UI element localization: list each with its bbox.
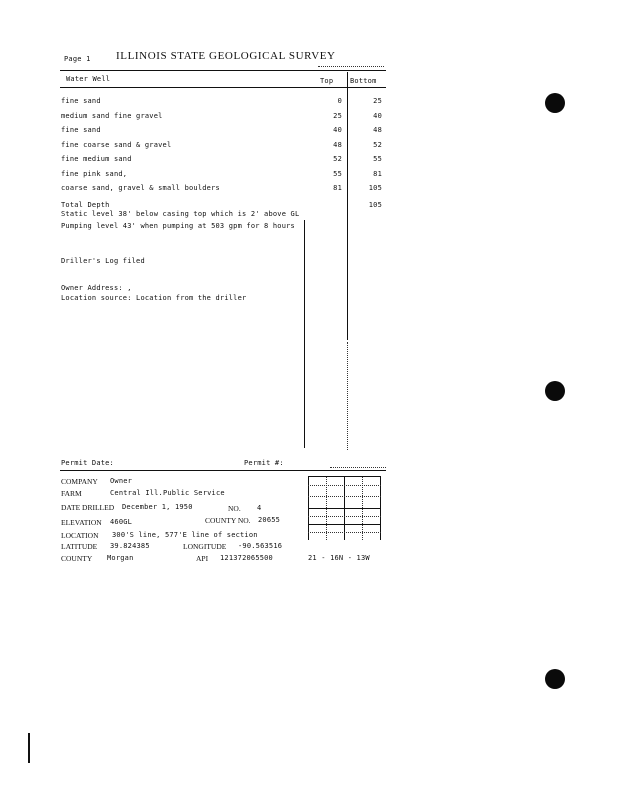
table-header-rule [60,87,386,88]
elevation-value: 460GL [110,518,133,526]
elevation-label: ELEVATION [61,518,102,527]
punch-hole [545,381,565,401]
table-row-top: 25 [333,112,342,120]
table-row-bottom: 52 [373,141,382,149]
county-value: Morgan [107,554,134,562]
margin-mark [28,733,30,763]
pumping-level-note: Pumping level 43' when pumping at 503 gpm for 8 hours [61,222,295,230]
owner-address: Owner Address: , [61,284,132,292]
permit-rule [60,470,386,471]
location-value: 300'S line, 577'E line of section [112,531,258,539]
bottom-column-divider [347,72,348,340]
survey-title: ILLINOIS STATE GEOLOGICAL SURVEY [116,50,336,62]
section-grid-line [308,485,381,486]
number-label: NO. [228,504,241,513]
permit-number-label: Permit #: [244,459,284,467]
header-rule [60,70,386,71]
section-grid-line [308,516,381,517]
total-depth-value: 105 [368,201,382,209]
table-row-top: 81 [333,184,342,192]
table-row-material: fine sand [61,97,101,105]
api-value: 121372065500 [220,554,273,562]
total-depth-label: Total Depth [61,201,110,209]
table-row-material: fine pink sand, [61,170,128,178]
table-row-bottom: 81 [373,170,382,178]
column-bottom-header: Bottom [350,77,377,85]
table-row-material: coarse sand, gravel & small boulders [61,184,220,192]
drillers-log-note: Driller's Log filed [61,257,145,265]
farm-value: Central Ill.Public Service [110,489,225,497]
table-row-bottom: 48 [373,126,382,134]
table-row-top: 0 [337,97,342,105]
column-material-header: Water Well [66,75,111,83]
notes-column-divider [304,220,305,448]
county-number-value: 20655 [258,516,281,524]
section-grid-line [308,524,381,525]
company-value: Owner [110,477,133,485]
table-row-material: fine medium sand [61,155,132,163]
api-label: API [196,554,209,563]
table-row-top: 55 [333,170,342,178]
table-row-bottom: 105 [368,184,382,192]
township-range: 21 - 16N - 13W [308,554,370,562]
county-number-label: COUNTY NO. [205,516,251,525]
longitude-label: LONGITUDE [183,542,227,551]
section-grid-line [308,508,381,509]
table-row-top: 48 [333,141,342,149]
location-source: Location source: Location from the driller [61,294,247,302]
latitude-label: LATITUDE [61,542,98,551]
longitude-value: -90.563516 [238,542,283,550]
location-label: LOCATION [61,531,99,540]
farm-label: FARM [61,489,82,498]
table-row-material: fine sand [61,126,101,134]
section-grid-line [308,476,381,477]
static-level-note: Static level 38' below casing top which is 2' above GL [61,210,300,218]
date-drilled-value: December 1, 1950 [122,503,193,511]
table-row-material: medium sand fine gravel [61,112,163,120]
header-dotted-rule [318,66,384,67]
company-label: COMPANY [61,477,98,486]
table-row-bottom: 25 [373,97,382,105]
permit-number-dotted-rule [330,467,386,468]
bottom-column-dotted-divider [347,342,348,450]
county-label: COUNTY [61,554,93,563]
column-top-header: Top [320,77,334,85]
table-row-bottom: 55 [373,155,382,163]
punch-hole [545,93,565,113]
page-label: Page 1 [64,55,91,63]
table-row-top: 52 [333,155,342,163]
section-grid-line [308,496,381,497]
number-value: 4 [257,504,262,512]
punch-hole [545,669,565,689]
latitude-value: 39.824385 [110,542,150,550]
section-grid-line [308,532,381,533]
table-row-material: fine coarse sand & gravel [61,141,172,149]
permit-date-label: Permit Date: [61,459,114,467]
table-row-top: 40 [333,126,342,134]
date-drilled-label: DATE DRILLED [61,503,115,512]
table-row-bottom: 40 [373,112,382,120]
